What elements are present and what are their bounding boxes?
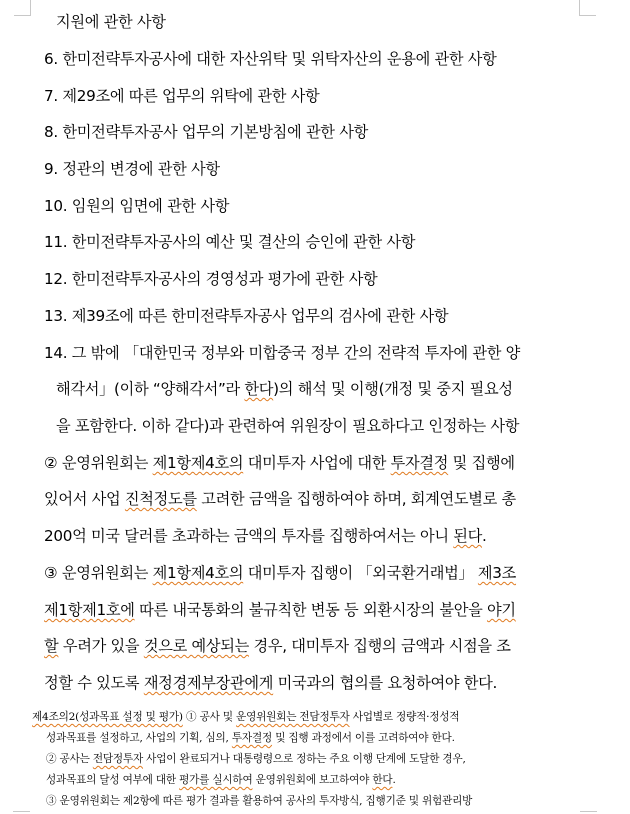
spellcheck-flagged-word: 것으로 예상되는 bbox=[143, 637, 249, 655]
margin-mark-top-right-v bbox=[579, 0, 580, 15]
text-run: 9. 정관의 변경에 관한 사항 bbox=[44, 160, 220, 178]
text-run: 정할 수 있도록 bbox=[44, 674, 144, 692]
text-run: . bbox=[481, 527, 487, 545]
text-run: 대미투자 집행이 「외국환거래법」 bbox=[243, 564, 478, 582]
text-run: 따른 내국통화의 불규칙한 변동 등 외환시장의 불안을 bbox=[134, 601, 487, 619]
text-line[interactable] bbox=[44, 636, 511, 656]
text-run: 및 집행에 bbox=[448, 454, 515, 472]
text-run: 경우, 대미투자 집행의 금액과 시점을 조 bbox=[248, 637, 511, 655]
text-run: 대미투자 사업에 대한 bbox=[243, 454, 391, 472]
spellcheck-flagged-word: 제1항제4호의 bbox=[152, 454, 244, 472]
text-line[interactable] bbox=[44, 600, 516, 620]
spellcheck-flagged-word: 전담정투자 bbox=[92, 753, 144, 765]
text-run: 사업이 완료되거나 대통령령으로 정하는 주요 이행 단계에 도달한 경우, bbox=[143, 753, 466, 765]
spellcheck-flagged-word: 운영위원회는 전담정투자 bbox=[236, 711, 350, 723]
text-run: 7. 제29조에 따른 업무의 위탁에 관한 사항 bbox=[44, 87, 320, 105]
spellcheck-flagged-word: 할 bbox=[44, 637, 59, 655]
margin-mark-top-right-h bbox=[579, 15, 596, 16]
text-run: 13. 제39조에 따른 한미전략투자공사 업무의 검사에 관한 사항 bbox=[44, 307, 449, 325]
text-line[interactable] bbox=[56, 379, 513, 399]
text-line[interactable] bbox=[44, 343, 520, 363]
spellcheck-flagged-word: 된다 bbox=[453, 527, 482, 545]
text-line[interactable] bbox=[44, 306, 448, 326]
text-run: 운영위원회에 보고하여야 bbox=[252, 774, 373, 786]
text-run: ② 공사는 bbox=[46, 753, 93, 765]
text-run: 성과목표를 설정하고, 사업의 기획, 심의, bbox=[46, 732, 232, 744]
spellcheck-flagged-word: 재정경제부장관에게 bbox=[143, 674, 274, 692]
text-run: 있어서 사업 bbox=[44, 490, 125, 508]
text-run: 을 포함한다. 이하 같다)과 관련하여 위원장이 필요하다고 인정하는 사항 bbox=[56, 417, 520, 435]
spellcheck-flagged-word: 제1항제1호에 bbox=[44, 601, 135, 619]
spellcheck-flagged-word: 제3조 bbox=[477, 564, 517, 582]
text-line[interactable] bbox=[44, 122, 368, 142]
spellcheck-flagged-word: 진척정도를 bbox=[124, 490, 197, 508]
text-run: 14. 그 밖에 「대한민국 정부와 미합중국 정부 간의 전략적 투자에 관한 양 bbox=[44, 344, 520, 362]
text-line[interactable] bbox=[44, 526, 487, 546]
text-run: 200억 미국 달러를 초과하는 금액의 투자를 집행하여서는 아니 bbox=[44, 527, 454, 545]
text-line[interactable] bbox=[56, 12, 166, 32]
margin-mark-bottom-right bbox=[580, 811, 597, 812]
text-line[interactable] bbox=[44, 563, 516, 583]
text-run: 사업별로 정량적·정성적 bbox=[349, 711, 460, 723]
text-run: 6. 한미전략투자공사에 대한 자산위탁 및 위탁자산의 운용에 관한 사항 bbox=[44, 50, 497, 68]
spellcheck-flagged-word: 제4조의2(성과목표 설정 및 평가) bbox=[32, 711, 183, 723]
text-run: 해각서」(이하 “양해각서”라 bbox=[56, 380, 245, 398]
text-line[interactable] bbox=[46, 731, 455, 745]
text-line[interactable] bbox=[46, 773, 396, 787]
margin-mark-bottom-left bbox=[13, 811, 30, 812]
spellcheck-flagged-word: 한다 bbox=[372, 774, 393, 786]
text-run: ① 공사 및 bbox=[182, 711, 237, 723]
spellcheck-flagged-word: 야기 bbox=[486, 601, 516, 619]
text-line[interactable] bbox=[56, 416, 519, 436]
spellcheck-flagged-word: 제1항제4호의 bbox=[152, 564, 244, 582]
text-run: 미국과의 협의를 요청하여야 한다. bbox=[273, 674, 497, 692]
text-line[interactable] bbox=[44, 159, 220, 179]
text-run: 고려한 금액을 집행하여야 하며, 회계연도별로 총 bbox=[196, 490, 516, 508]
text-run: 지원에 관한 사항 bbox=[56, 13, 166, 31]
text-run: 10. 임원의 임면에 관한 사항 bbox=[44, 197, 230, 215]
text-run: ③ 운영위원회는 bbox=[44, 564, 153, 582]
margin-mark-top-left-h bbox=[14, 15, 31, 16]
text-run: 11. 한미전략투자공사의 예산 및 결산의 승인에 관한 사항 bbox=[44, 233, 416, 251]
text-line[interactable] bbox=[44, 86, 319, 106]
margin-mark-top-left-v bbox=[30, 0, 31, 15]
text-line[interactable] bbox=[46, 752, 466, 766]
text-line[interactable] bbox=[44, 489, 516, 509]
spellcheck-flagged-word: 평가를 실시하여 bbox=[179, 774, 253, 786]
text-line[interactable] bbox=[32, 710, 459, 724]
text-run: 12. 한미전략투자공사의 경영성과 평가에 관한 사항 bbox=[44, 270, 378, 288]
text-line[interactable] bbox=[44, 673, 497, 693]
spellcheck-flagged-word: 투자결정 bbox=[231, 732, 273, 744]
text-run: 8. 한미전략투자공사 업무의 기본방침에 관한 사항 bbox=[44, 123, 368, 141]
text-run: ② 운영위원회는 bbox=[44, 454, 153, 472]
text-run: )의 해석 및 이행(개정 및 중지 필요성 bbox=[273, 380, 513, 398]
text-line[interactable] bbox=[44, 232, 415, 252]
text-run: . bbox=[392, 774, 396, 786]
text-run: 성과목표의 달성 여부에 대한 bbox=[46, 774, 180, 786]
text-line[interactable] bbox=[44, 49, 497, 69]
text-run: ③ 운영위원회는 제2항에 따른 평가 결과를 활용하여 공사의 투자방식, 집행기준 및 위험관리방 bbox=[46, 795, 473, 807]
text-line[interactable] bbox=[44, 196, 229, 216]
text-line[interactable] bbox=[44, 269, 377, 289]
text-line[interactable] bbox=[46, 794, 472, 808]
text-run: 우려가 있을 bbox=[58, 637, 144, 655]
spellcheck-flagged-word: 한다 bbox=[244, 380, 274, 398]
spellcheck-flagged-word: 투자결정 bbox=[390, 454, 449, 472]
text-run: 및 집행 과정에서 이를 고려하여야 한다. bbox=[272, 732, 455, 744]
text-line[interactable] bbox=[44, 453, 515, 473]
